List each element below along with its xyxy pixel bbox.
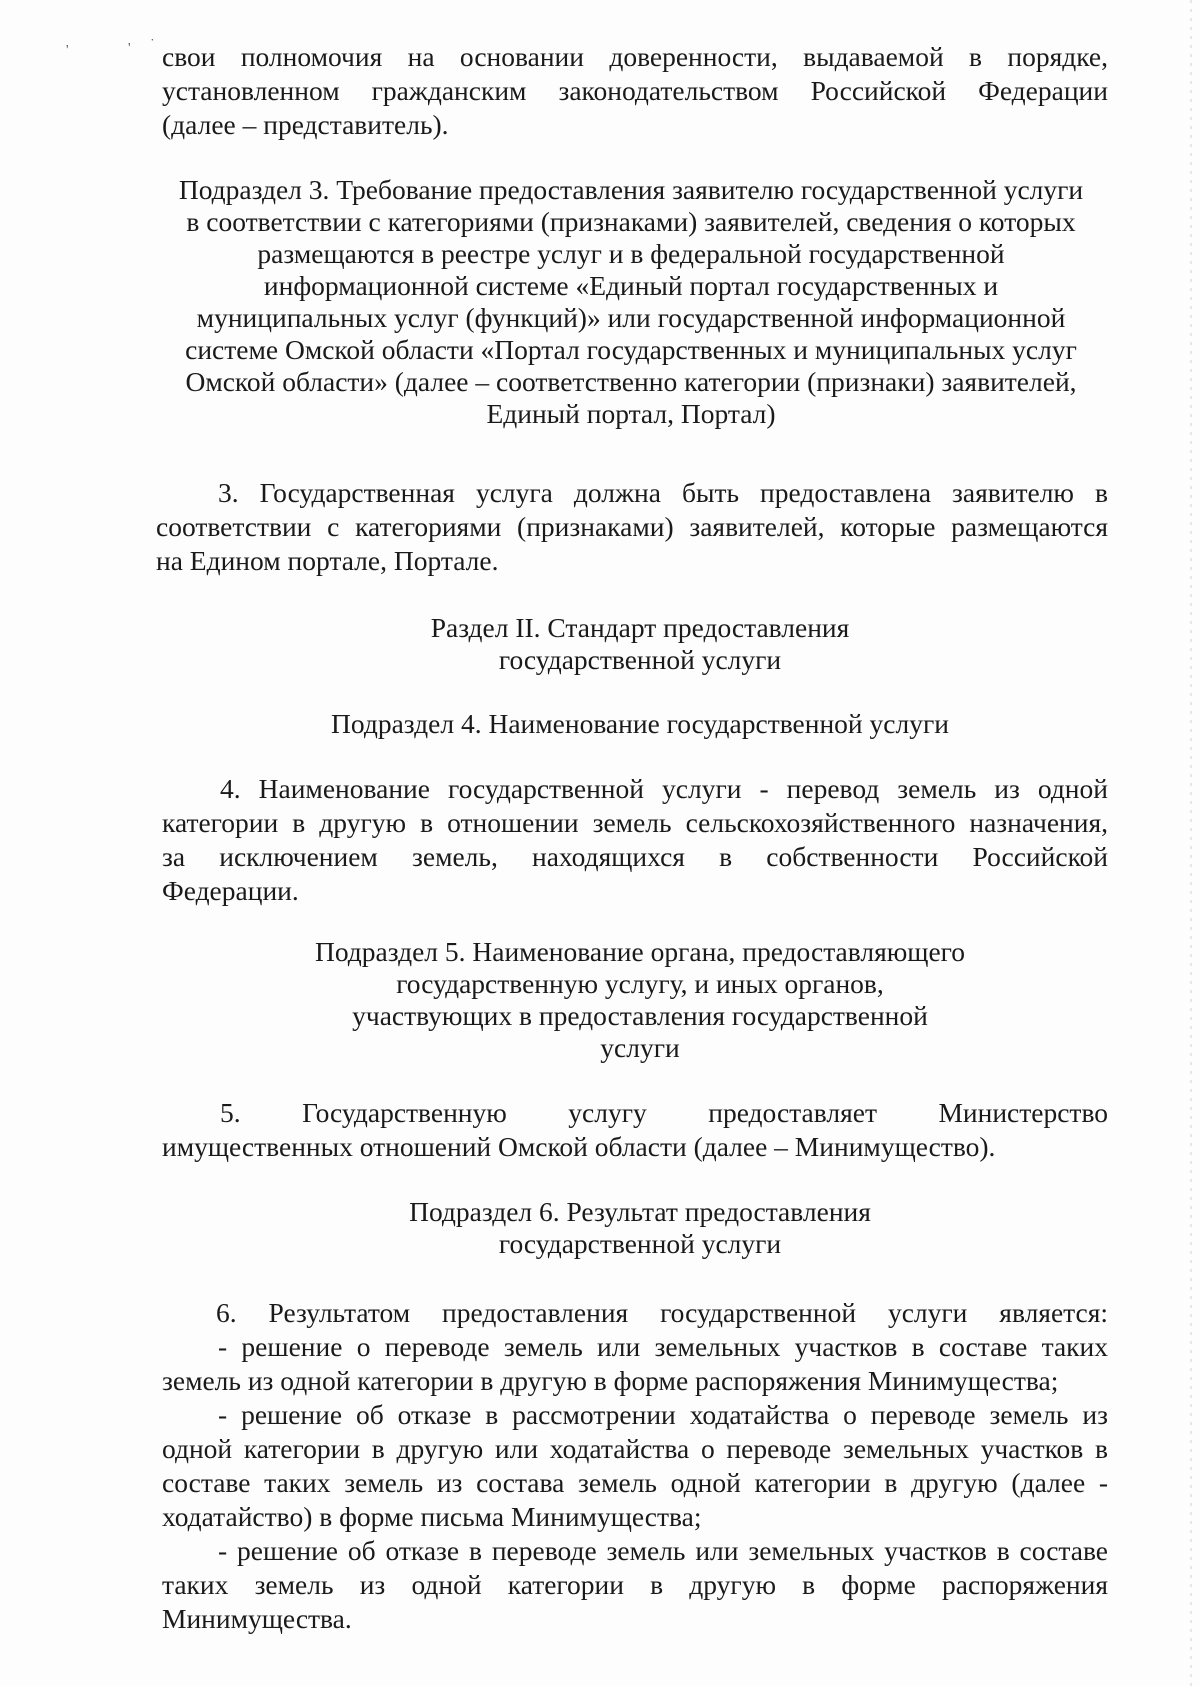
- list-item-line: ходатайство) в форме письма Минимущества;: [162, 1501, 702, 1532]
- scan-speck: ': [66, 43, 69, 58]
- heading-line: муниципальных услуг (функций)» или государственной информационной: [196, 302, 1066, 333]
- list-item-line: таких земель из одной категории в другую в форме распоряжения: [162, 1569, 1108, 1600]
- scan-speck: ': [128, 41, 131, 56]
- list-item-line: - решение об отказе в переводе земель или земельных участков в составе: [218, 1535, 1108, 1566]
- text-line: свои полномочия на основании доверенности, выдаваемой в порядке,: [162, 41, 1108, 72]
- heading-line: Подраздел 3. Требование предоставления заявителю государственной услуги: [178, 174, 1084, 205]
- list-item-line: - решение об отказе в рассмотрении ходатайства о переводе земель из: [218, 1399, 1108, 1430]
- list-item-line: - решение о переводе земель или земельных участков в составе таких: [218, 1331, 1108, 1362]
- heading-line: государственной услуги: [498, 1228, 782, 1259]
- list-item-line: земель из одной категории в другую в форме распоряжения Минимущества;: [162, 1365, 1059, 1396]
- heading-line: услуги: [600, 1032, 680, 1063]
- list-item-line: Минимущества.: [162, 1603, 352, 1634]
- heading-line: участвующих в предоставления государственной: [352, 1000, 928, 1031]
- heading-line: информационной системе «Единый портал государственных и: [263, 270, 999, 301]
- heading-line: Подраздел 6. Результат предоставления: [409, 1196, 871, 1227]
- subsection-4-heading: [160, 708, 1120, 740]
- paragraph-4: [162, 772, 1108, 908]
- text-line: категории в другую в отношении земель сельскохозяйственного назначения,: [162, 807, 1108, 838]
- section-2-heading: [160, 612, 1120, 676]
- heading-line: государственной услуги: [498, 644, 782, 675]
- paragraph-5: [162, 1096, 1108, 1164]
- heading-line: государственную услугу, и иных органов,: [396, 968, 884, 999]
- list-item-line: одной категории в другую или ходатайства о переводе земельных участков в: [162, 1433, 1108, 1464]
- text-line: (далее – представитель).: [162, 109, 449, 140]
- text-line: соответствии с категориями (признаками) заявителей, которые размещаются: [156, 511, 1108, 542]
- list-item-line: составе таких земель из состава земель одной категории в другую (далее -: [162, 1467, 1108, 1498]
- text-line: 5. Государственную услугу предоставляет Министерство: [220, 1097, 1108, 1128]
- paragraph-representative: [162, 40, 1108, 142]
- heading-line: Единый портал, Портал): [486, 398, 776, 429]
- text-line: имущественных отношений Омской области (далее – Минимущество).: [162, 1131, 996, 1162]
- text-line: 4. Наименование государственной услуги - перевод земель из одной: [220, 773, 1108, 804]
- subsection-6-heading: [160, 1196, 1120, 1260]
- subsection-5-heading: [160, 936, 1120, 1064]
- scan-edge-noise: [1190, 0, 1192, 1686]
- text-line: 3. Государственная услуга должна быть предоставлена заявителю в: [218, 477, 1108, 508]
- paragraph-3: [156, 476, 1108, 578]
- text-line: 6. Результатом предоставления государственной услуги является:: [216, 1297, 1108, 1328]
- heading-line: Подраздел 5. Наименование органа, предоставляющего: [314, 936, 966, 967]
- text-line: Федерации.: [162, 875, 299, 906]
- heading-line: Раздел II. Стандарт предоставления: [430, 612, 850, 643]
- text-line: установленном гражданским законодательством Российской Федерации: [162, 75, 1108, 106]
- text-line: за исключением земель, находящихся в собственности Российской: [162, 841, 1108, 872]
- paragraph-6: [162, 1296, 1108, 1636]
- subsection-3-heading: [150, 174, 1112, 430]
- heading-line: размещаются в реестре услуг и в федеральной государственной: [257, 238, 1005, 269]
- heading-line: системе Омской области «Портал государственных и муниципальных услуг: [185, 334, 1077, 365]
- text-line: на Едином портале, Портале.: [156, 545, 499, 576]
- heading-line: Подраздел 4. Наименование государственной услуги: [331, 708, 949, 739]
- heading-line: в соответствии с категориями (признаками) заявителей, сведения о которых: [186, 206, 1076, 237]
- scan-speck: ˙: [150, 37, 155, 52]
- heading-line: Омской области» (далее – соответственно категории (признаки) заявителей,: [185, 366, 1077, 397]
